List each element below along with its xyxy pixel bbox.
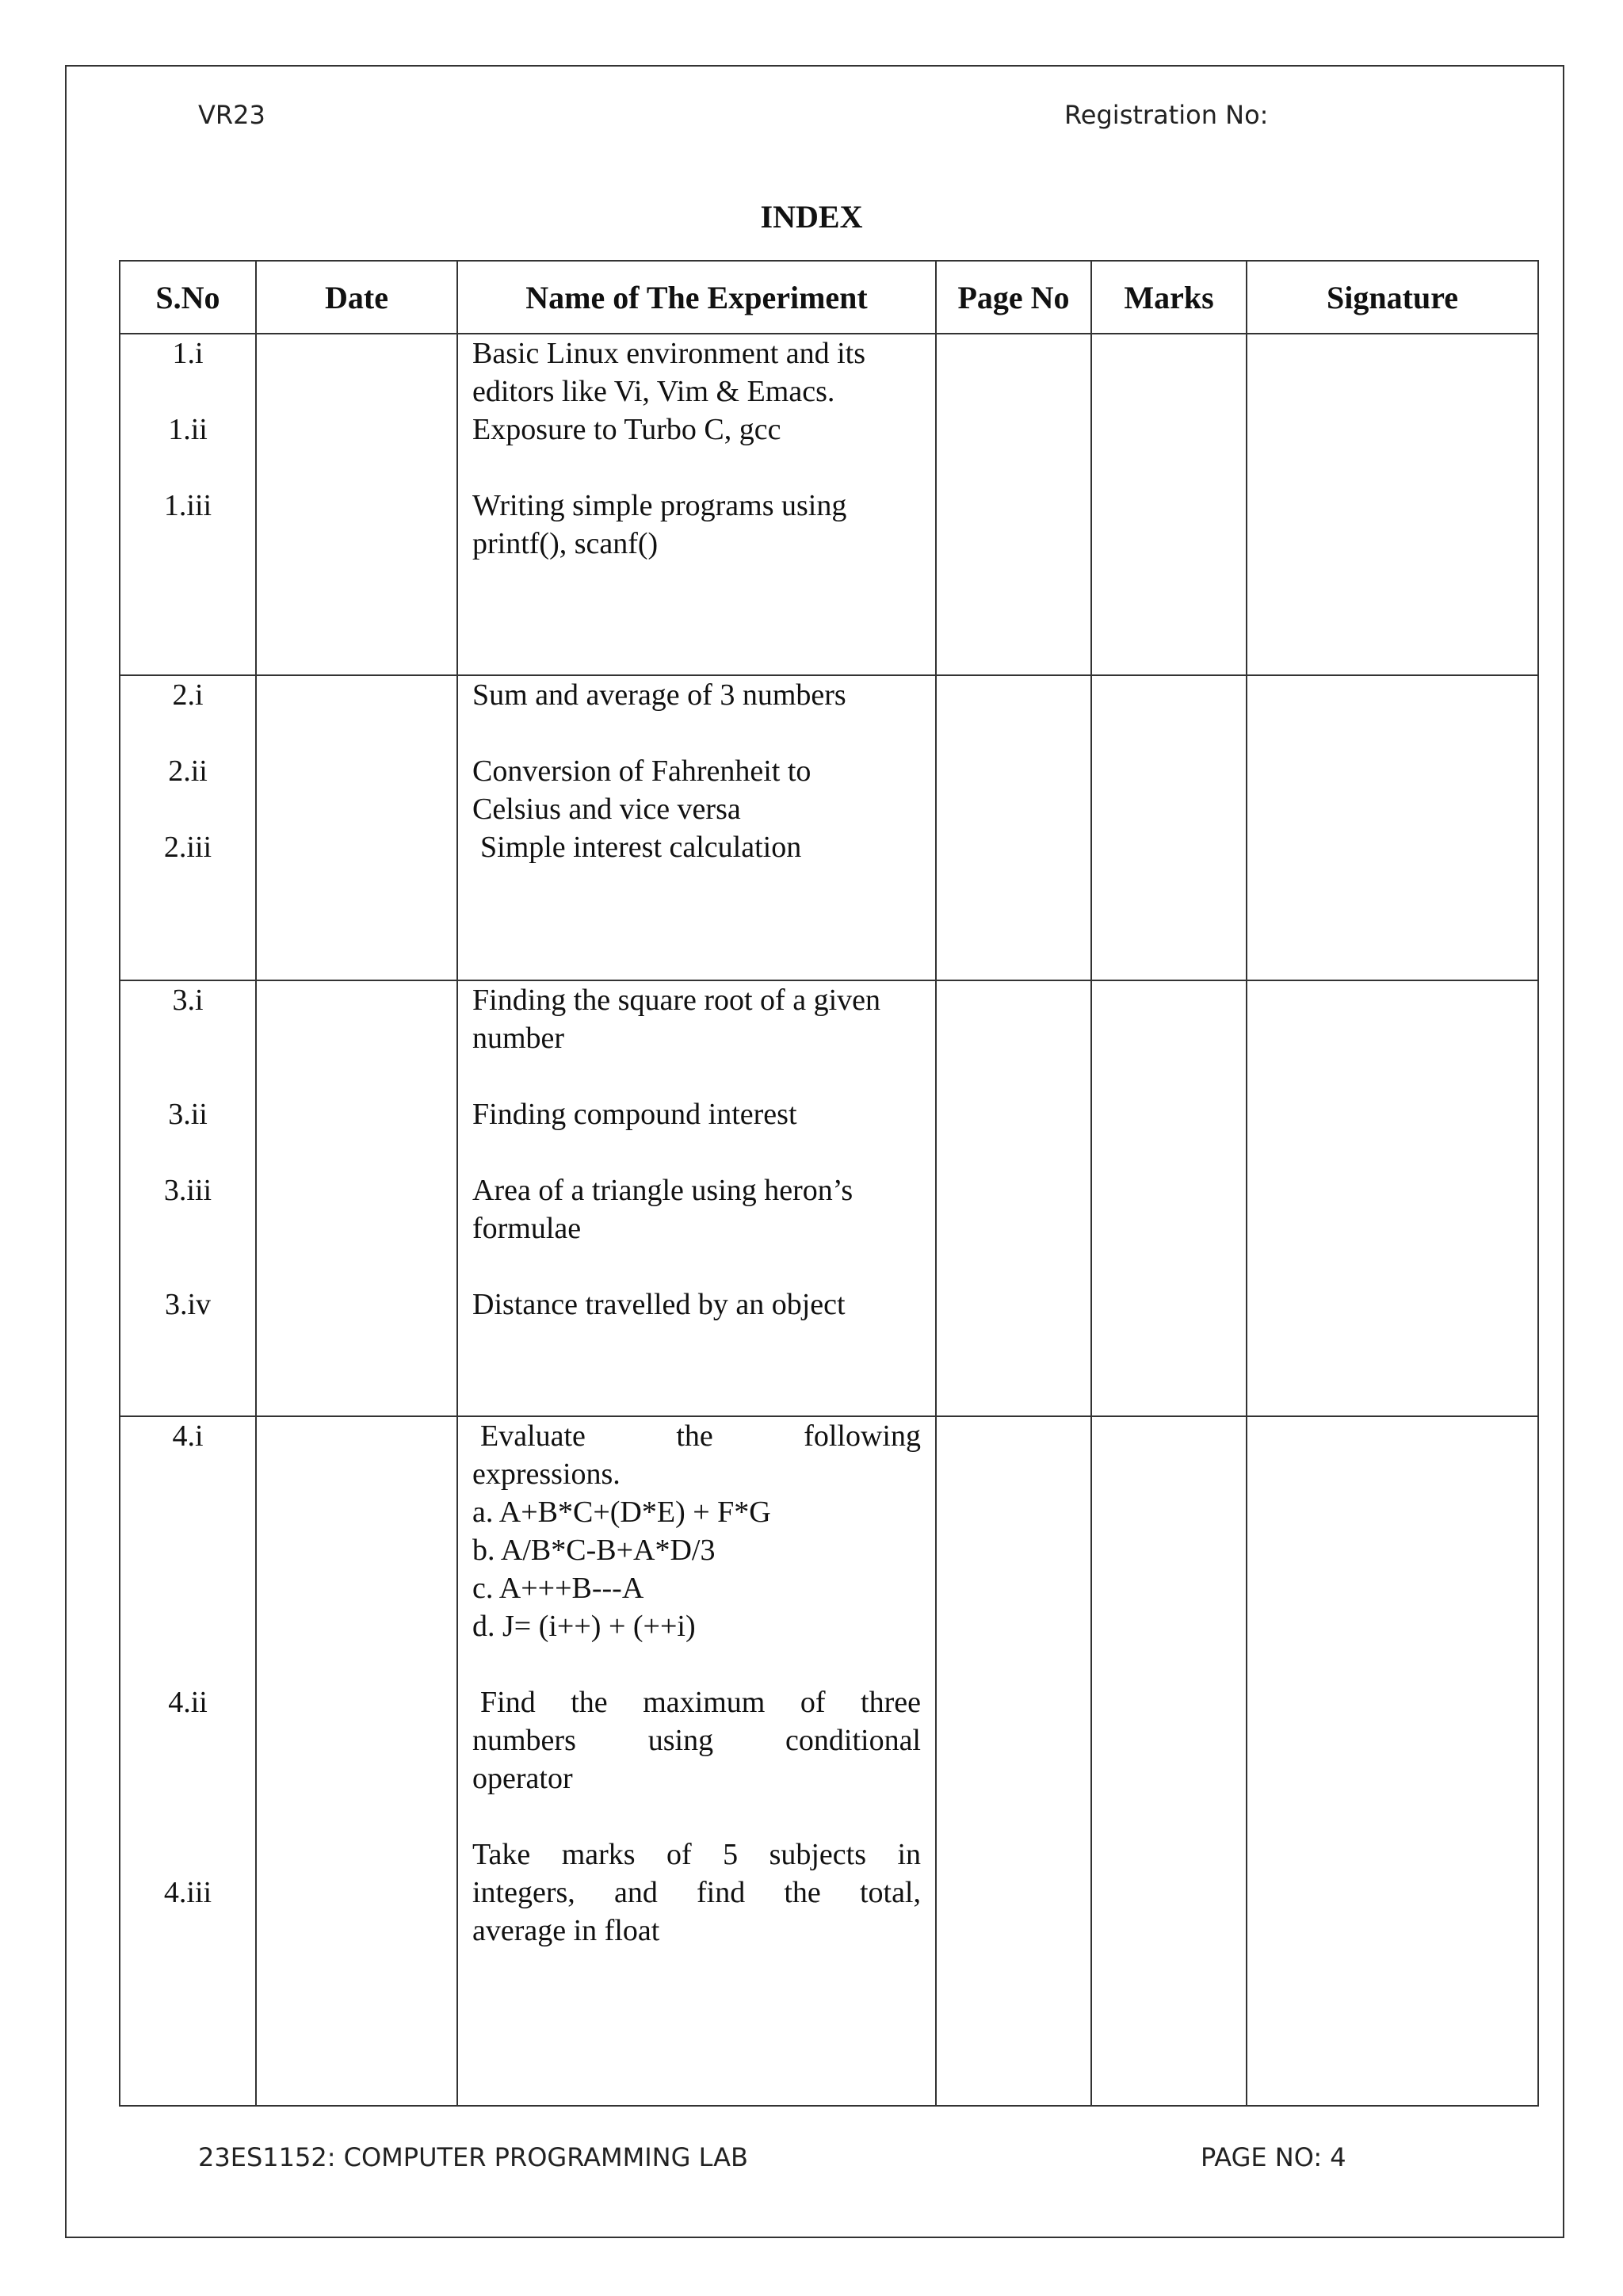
table-row bbox=[120, 334, 1538, 675]
experiment-name bbox=[472, 981, 921, 1057]
experiment-name bbox=[472, 676, 921, 714]
experiment-line: Exposure to Turbo C, gcc bbox=[472, 413, 781, 446]
column-header-sno: S.No bbox=[120, 261, 256, 334]
column-header-date: Date bbox=[256, 261, 457, 334]
experiment-name bbox=[472, 1095, 921, 1133]
experiment-name bbox=[472, 334, 921, 411]
marks-cell[interactable] bbox=[1091, 1416, 1247, 2106]
sno-value: 4.iii bbox=[163, 1875, 212, 1909]
sno-cell bbox=[120, 334, 256, 675]
sno-value: 3.ii bbox=[168, 1098, 208, 1132]
sno-value: 2.ii bbox=[168, 755, 208, 789]
experiment-line: Area of a triangle using heron’s bbox=[472, 1174, 854, 1208]
table-row bbox=[120, 1416, 1538, 2106]
experiment-line: printf(), scanf() bbox=[472, 527, 659, 560]
marks-cell[interactable] bbox=[1091, 334, 1247, 675]
experiment-line: c. A+++B---A bbox=[472, 1571, 644, 1605]
experiment-line: Conversion of Fahrenheit to bbox=[472, 755, 812, 789]
sno-value: 1.i bbox=[172, 337, 204, 370]
experiment-line: expressions. bbox=[472, 1457, 621, 1491]
experiment-line: Distance travelled by an object bbox=[472, 1288, 846, 1322]
experiment-name bbox=[472, 1171, 921, 1247]
experiment-line: Simple interest calculation bbox=[480, 831, 802, 865]
date-cell[interactable] bbox=[256, 980, 457, 1415]
experiment-name bbox=[472, 1417, 921, 1645]
experiment-name bbox=[472, 1836, 921, 1950]
marks-cell[interactable] bbox=[1091, 675, 1247, 980]
signature-cell[interactable] bbox=[1247, 980, 1538, 1415]
column-header-marks: Marks bbox=[1091, 261, 1247, 334]
sno-value: 4.ii bbox=[168, 1685, 208, 1719]
column-header-signature: Signature bbox=[1247, 261, 1538, 334]
experiment-line: Finding compound interest bbox=[472, 1098, 797, 1132]
table-row bbox=[120, 980, 1538, 1415]
experiment-name bbox=[472, 487, 921, 563]
page-no-cell[interactable] bbox=[936, 1416, 1091, 2106]
experiment-line: average in float bbox=[472, 1913, 660, 1947]
page-no-cell[interactable] bbox=[936, 675, 1091, 980]
experiment-line: b. A/B*C-B+A*D/3 bbox=[472, 1533, 716, 1567]
sno-value: 3.iii bbox=[163, 1174, 212, 1208]
experiment-line: Find the maximum of three bbox=[480, 1685, 921, 1719]
experiment-cell bbox=[457, 675, 936, 980]
experiment-cell bbox=[457, 334, 936, 675]
sno-value: 4.i bbox=[172, 1419, 204, 1453]
experiment-cell bbox=[457, 1416, 936, 2106]
sno-cell bbox=[120, 1416, 256, 2106]
experiment-name bbox=[472, 752, 921, 828]
sno-value: 2.i bbox=[172, 678, 204, 712]
experiment-line: formulae bbox=[472, 1212, 582, 1246]
sno-value: 3.iv bbox=[164, 1288, 212, 1322]
date-cell[interactable] bbox=[256, 334, 457, 675]
sno-cell bbox=[120, 675, 256, 980]
experiment-name bbox=[480, 828, 921, 866]
experiment-name bbox=[472, 1286, 921, 1324]
index-table bbox=[119, 260, 1539, 2107]
experiment-line: number bbox=[472, 1022, 565, 1056]
experiment-line: Sum and average of 3 numbers bbox=[472, 678, 846, 712]
experiment-line: a. A+B*C+(D*E) + F*G bbox=[472, 1495, 771, 1529]
experiment-line: integers, and find the total, bbox=[472, 1875, 921, 1909]
sno-value: 1.ii bbox=[168, 413, 208, 446]
date-cell[interactable] bbox=[256, 1416, 457, 2106]
experiment-line: Writing simple programs using bbox=[472, 489, 847, 522]
signature-cell[interactable] bbox=[1247, 675, 1538, 980]
page-no-cell[interactable] bbox=[936, 980, 1091, 1415]
regulation-code: VR23 bbox=[198, 100, 265, 130]
experiment-line: Celsius and vice versa bbox=[472, 793, 741, 827]
experiment-line: numbers using conditional bbox=[472, 1723, 921, 1757]
experiment-line: Basic Linux environment and its bbox=[472, 337, 866, 370]
experiment-line: d. J= (i++) + (++i) bbox=[472, 1609, 696, 1643]
course-footer: 23ES1152: COMPUTER PROGRAMMING LAB bbox=[198, 2142, 748, 2172]
date-cell[interactable] bbox=[256, 675, 457, 980]
column-header-page-no: Page No bbox=[936, 261, 1091, 334]
page-number: PAGE NO: 4 bbox=[1201, 2142, 1346, 2172]
sno-value: 2.iii bbox=[163, 831, 212, 865]
experiment-line: Finding the square root of a given bbox=[472, 984, 881, 1018]
signature-cell[interactable] bbox=[1247, 334, 1538, 675]
experiment-line: Take marks of 5 subjects in bbox=[472, 1837, 921, 1871]
experiment-name bbox=[472, 1683, 921, 1797]
registration-label: Registration No: bbox=[1064, 100, 1269, 130]
page-no-cell[interactable] bbox=[936, 334, 1091, 675]
page-title: INDEX bbox=[760, 199, 863, 235]
experiment-cell bbox=[457, 980, 936, 1415]
signature-cell[interactable] bbox=[1247, 1416, 1538, 2106]
sno-cell bbox=[120, 980, 256, 1415]
experiment-name bbox=[472, 411, 921, 449]
table-row bbox=[120, 675, 1538, 980]
experiment-line: operator bbox=[472, 1761, 573, 1795]
experiment-line: Evaluate the following bbox=[480, 1419, 921, 1453]
table-header-row bbox=[120, 261, 1538, 334]
sno-value: 3.i bbox=[172, 984, 204, 1018]
column-header-experiment: Name of The Experiment bbox=[457, 261, 936, 334]
marks-cell[interactable] bbox=[1091, 980, 1247, 1415]
experiment-line: editors like Vi, Vim & Emacs. bbox=[472, 375, 835, 408]
sno-value: 1.iii bbox=[163, 489, 212, 522]
